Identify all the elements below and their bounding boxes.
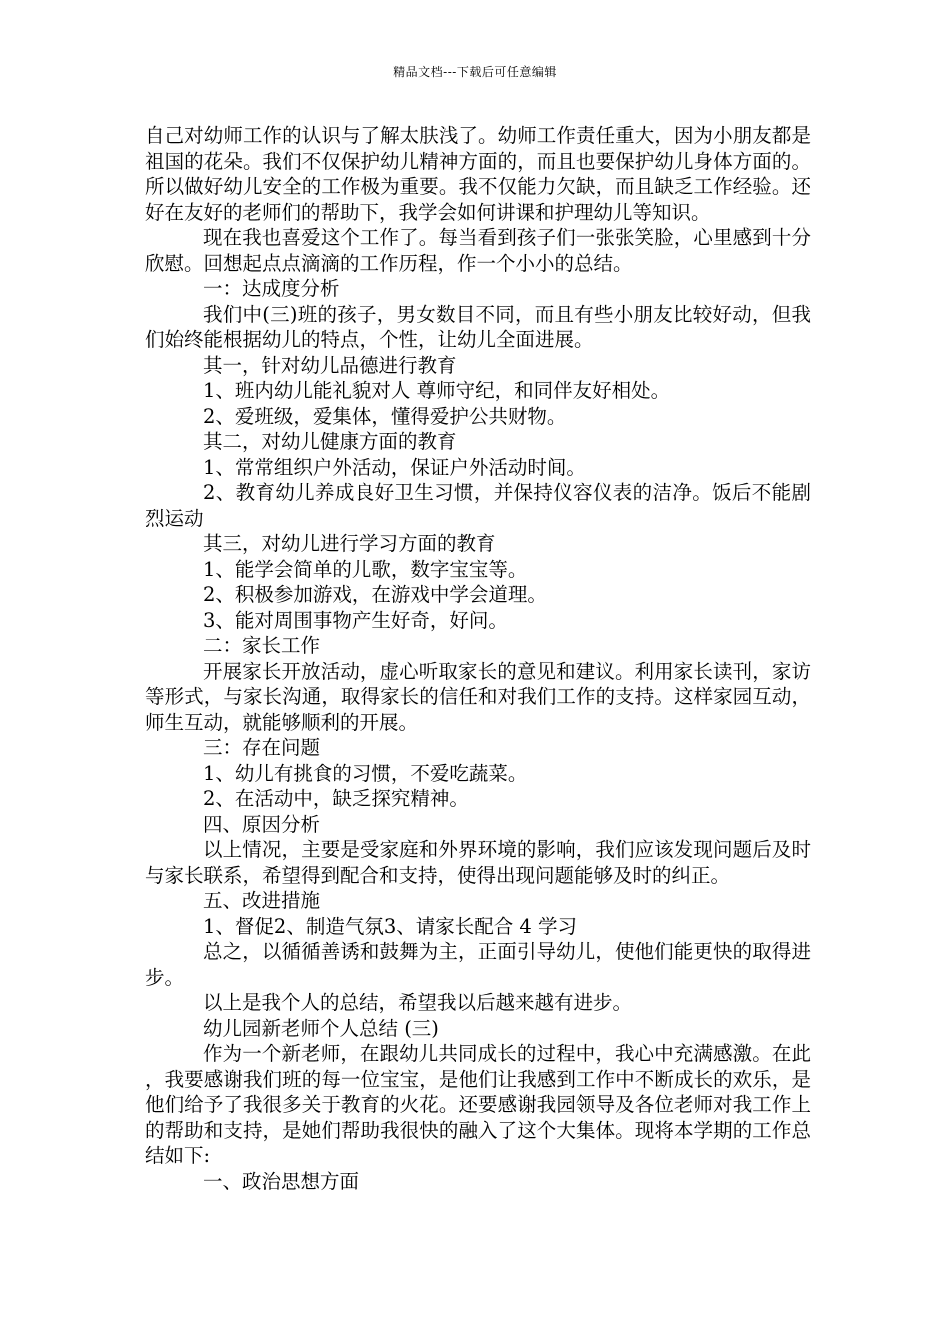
section-heading: 三：存在问题: [203, 736, 321, 759]
paragraph: 我们中(三)班的孩子，男女数目不同，而且有些小朋友比较好动，但我们始终能根据幼儿的特点，个性，让幼儿全面进展。: [145, 302, 811, 351]
section-heading: 四、原因分析: [203, 812, 321, 836]
paragraph: 自己对幼师工作的认识与了解太肤浅了。幼师工作责任重大，因为小朋友都是祖国的花朵。我们不仅保护幼儿精神方面的，而且也要保护幼儿身体方面的。所以做好幼儿安全的工作极为重要。我不仅能力欠缺，而且缺乏工作经验。还好在友好的老师们的帮助下，我学会如何讲课和护理幼儿等知识。: [145, 124, 811, 224]
paragraph: 总之，以循循善诱和鼓舞为主，正面引导幼儿，使他们能更快的取得进步。: [145, 940, 811, 989]
paragraph: 开展家长开放活动，虚心听取家长的意见和建议。利用家长读刊，家访等形式，与家长沟通，取得家长的信任和对我们工作的支持。这样家园互动，师生互动，就能够顺利的开展。: [145, 659, 811, 734]
list-item: 2、爱班级，爱集体，懂得爱护公共财物。: [203, 404, 567, 428]
paragraph: 现在我也喜爱这个工作了。每当看到孩子们一张张笑脸，心里感到十分欣慰。回想起点点滴滴的工作历程，作一个小小的总结。: [145, 226, 811, 275]
paragraph: 作为一个新老师，在跟幼儿共同成长的过程中，我心中充满感激。在此，我要感谢我们班的每一位宝宝，是他们让我感到工作中不断成长的欢乐，是他们给予了我很多关于教育的火花。还要感谢我园领导及各位老师对我工作上的帮助和支持，是她们帮助我很快的融入了这个大集体。现将本学期的工作总结如下:: [145, 1042, 811, 1167]
page-header: 精品文档---下载后可任意编辑: [393, 65, 557, 79]
list-item: 1、班内幼儿能礼貌对人 尊师守纪，和同伴友好相处。: [203, 379, 671, 402]
paragraph: 以上情况，主要是受家庭和外界环境的影响，我们应该发现问题后及时与家长联系，希望得到配合和支持，使得出现问题能够及时的纠正。: [145, 838, 811, 887]
document-title: 幼儿园新老师个人总结 (三): [203, 1016, 439, 1040]
list-item: 2、积极参加游戏，在游戏中学会道理。: [203, 583, 547, 606]
list-item: 2、在活动中，缺乏探究精神。: [203, 787, 469, 810]
paragraph: 以上是我个人的总结，希望我以后越来越有进步。: [203, 991, 633, 1014]
section-heading: 一：达成度分析: [203, 277, 340, 300]
subsection-heading: 其二，对幼儿健康方面的教育: [203, 430, 457, 453]
section-heading: 二：家长工作: [203, 634, 321, 657]
list-item: 1、督促2、制造气氛3、请家长配合 4 学习: [203, 914, 578, 938]
section-heading: 一、政治思想方面: [203, 1169, 360, 1193]
list-item: 1、常常组织户外活动，保证户外活动时间。: [203, 455, 586, 479]
subsection-heading: 其三，对幼儿进行学习方面的教育: [203, 532, 496, 555]
list-item: 2、教育幼儿养成良好卫生习惯，并保持仪容仪表的洁净。饭后不能剧烈运动: [145, 481, 811, 530]
document-body: [145, 123, 811, 1194]
list-item: 3、能对周围事物产生好奇，好问。: [203, 608, 508, 632]
subsection-heading: 其一，针对幼儿品德进行教育: [203, 353, 457, 377]
list-item: 1、幼儿有挑食的习惯，不爱吃蔬菜。: [203, 761, 528, 785]
section-heading: 五、改进措施: [203, 889, 321, 912]
list-item: 1、能学会简单的儿歌，数字宝宝等。: [203, 557, 528, 581]
